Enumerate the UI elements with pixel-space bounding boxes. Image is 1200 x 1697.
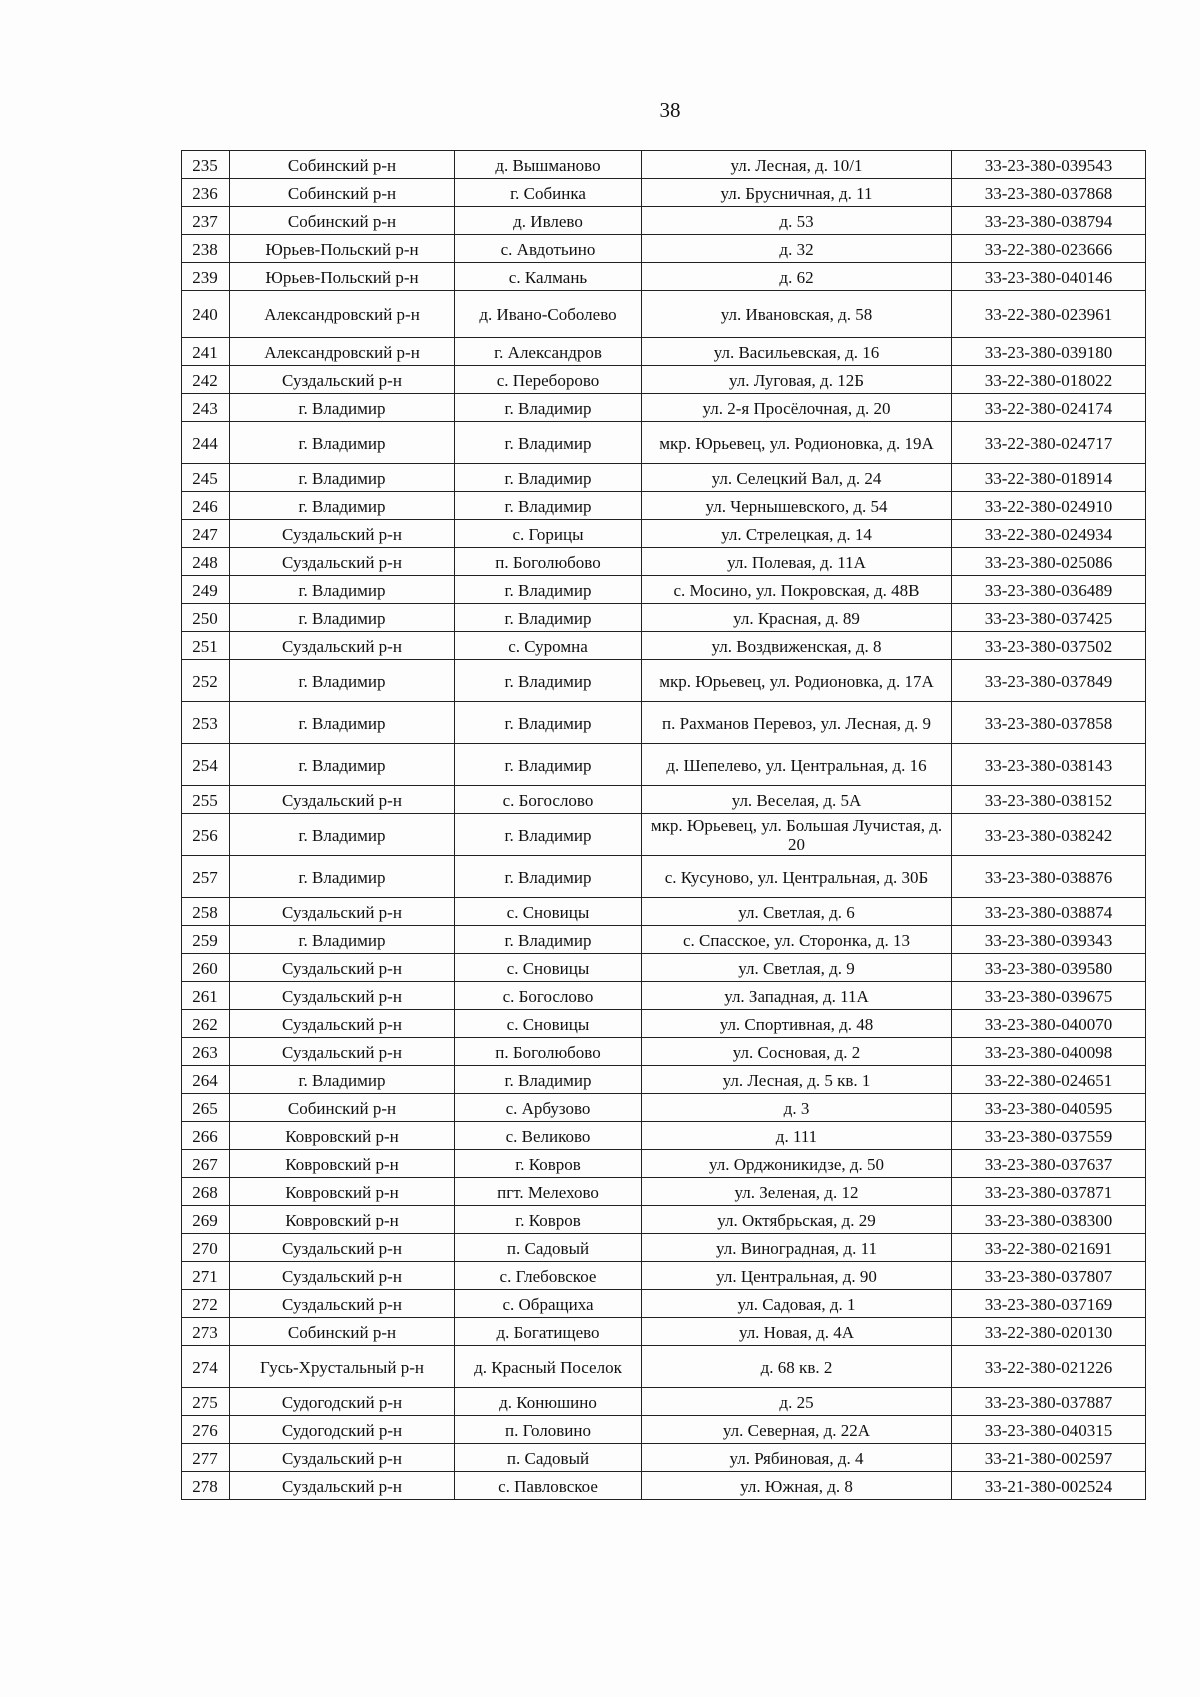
district-cell: Суздальский р-н — [230, 1444, 455, 1472]
cadastral-code-cell: 33-23-380-037169 — [952, 1290, 1146, 1318]
address-cell: с. Спасское, ул. Сторонка, д. 13 — [642, 926, 952, 954]
settlement-cell: г. Владимир — [455, 492, 642, 520]
row-number-cell: 263 — [182, 1038, 230, 1066]
address-cell: мкр. Юрьевец, ул. Большая Лучистая, д. 20 — [642, 814, 952, 856]
settlement-cell: д. Ивано-Соболево — [455, 291, 642, 338]
row-number-cell: 255 — [182, 786, 230, 814]
settlement-cell: с. Обращиха — [455, 1290, 642, 1318]
settlement-cell: с. Арбузово — [455, 1094, 642, 1122]
address-cell: д. 3 — [642, 1094, 952, 1122]
table-row — [182, 366, 1146, 394]
table-row — [182, 1150, 1146, 1178]
cadastral-code-cell: 33-22-380-021691 — [952, 1234, 1146, 1262]
settlement-cell: г. Владимир — [455, 660, 642, 702]
settlement-cell: д. Вышманово — [455, 151, 642, 179]
district-cell: г. Владимир — [230, 856, 455, 898]
table-row — [182, 179, 1146, 207]
district-cell: г. Владимир — [230, 492, 455, 520]
address-cell: д. 53 — [642, 207, 952, 235]
district-cell: Суздальский р-н — [230, 1472, 455, 1500]
table-row — [182, 702, 1146, 744]
row-number-cell: 277 — [182, 1444, 230, 1472]
address-cell: д. 68 кв. 2 — [642, 1346, 952, 1388]
settlement-cell: г. Владимир — [455, 814, 642, 856]
settlement-cell: г. Владимир — [455, 744, 642, 786]
cadastral-code-cell: 33-23-380-040146 — [952, 263, 1146, 291]
table-row — [182, 898, 1146, 926]
cadastral-code-cell: 33-23-380-038300 — [952, 1206, 1146, 1234]
cadastral-code-cell: 33-23-380-039580 — [952, 954, 1146, 982]
row-number-cell: 266 — [182, 1122, 230, 1150]
settlement-cell: г. Владимир — [455, 926, 642, 954]
settlement-cell: п. Боголюбово — [455, 548, 642, 576]
cadastral-code-cell: 33-23-380-037858 — [952, 702, 1146, 744]
settlement-cell: с. Глебовское — [455, 1262, 642, 1290]
district-cell: Собинский р-н — [230, 1318, 455, 1346]
cadastral-code-cell: 33-23-380-037887 — [952, 1388, 1146, 1416]
table-row — [182, 520, 1146, 548]
settlement-cell: с. Сновицы — [455, 898, 642, 926]
table-row — [182, 954, 1146, 982]
cadastral-code-cell: 33-23-380-040595 — [952, 1094, 1146, 1122]
row-number-cell: 244 — [182, 422, 230, 464]
address-cell: ул. Октябрьская, д. 29 — [642, 1206, 952, 1234]
address-cell: ул. Южная, д. 8 — [642, 1472, 952, 1500]
table-row — [182, 1318, 1146, 1346]
district-cell: г. Владимир — [230, 394, 455, 422]
row-number-cell: 243 — [182, 394, 230, 422]
district-cell: г. Владимир — [230, 660, 455, 702]
cadastral-code-cell: 33-23-380-039343 — [952, 926, 1146, 954]
settlement-cell: п. Садовый — [455, 1234, 642, 1262]
cadastral-code-cell: 33-23-380-037849 — [952, 660, 1146, 702]
address-cell: ул. Северная, д. 22А — [642, 1416, 952, 1444]
table-row — [182, 744, 1146, 786]
cadastral-code-cell: 33-23-380-040315 — [952, 1416, 1146, 1444]
settlement-cell: г. Ковров — [455, 1150, 642, 1178]
cadastral-code-cell: 33-23-380-036489 — [952, 576, 1146, 604]
cadastral-code-cell: 33-23-380-039675 — [952, 982, 1146, 1010]
address-cell: ул. Светлая, д. 6 — [642, 898, 952, 926]
district-cell: Суздальский р-н — [230, 1290, 455, 1318]
table-row — [182, 660, 1146, 702]
settlement-cell: с. Великово — [455, 1122, 642, 1150]
table-row — [182, 786, 1146, 814]
row-number-cell: 235 — [182, 151, 230, 179]
table-row — [182, 464, 1146, 492]
district-cell: г. Владимир — [230, 1066, 455, 1094]
cadastral-code-cell: 33-23-380-037425 — [952, 604, 1146, 632]
address-cell: ул. Лесная, д. 5 кв. 1 — [642, 1066, 952, 1094]
row-number-cell: 274 — [182, 1346, 230, 1388]
row-number-cell: 238 — [182, 235, 230, 263]
table-row — [182, 856, 1146, 898]
cadastral-code-cell: 33-21-380-002524 — [952, 1472, 1146, 1500]
cadastral-code-cell: 33-23-380-038242 — [952, 814, 1146, 856]
table-row — [182, 1178, 1146, 1206]
district-cell: Собинский р-н — [230, 207, 455, 235]
cadastral-code-cell: 33-22-380-020130 — [952, 1318, 1146, 1346]
table-row — [182, 1472, 1146, 1500]
settlement-cell: д. Конюшино — [455, 1388, 642, 1416]
table-row — [182, 394, 1146, 422]
table-row — [182, 576, 1146, 604]
address-cell: ул. Стрелецкая, д. 14 — [642, 520, 952, 548]
table-row — [182, 926, 1146, 954]
address-cell: ул. Светлая, д. 9 — [642, 954, 952, 982]
row-number-cell: 257 — [182, 856, 230, 898]
district-cell: Юрьев-Польский р-н — [230, 235, 455, 263]
district-cell: Суздальский р-н — [230, 1234, 455, 1262]
registry-table-body — [182, 151, 1146, 1500]
district-cell: Александровский р-н — [230, 338, 455, 366]
table-row — [182, 422, 1146, 464]
cadastral-code-cell: 33-22-380-023961 — [952, 291, 1146, 338]
settlement-cell: с. Богослово — [455, 982, 642, 1010]
address-cell: ул. Васильевская, д. 16 — [642, 338, 952, 366]
address-cell: д. 32 — [642, 235, 952, 263]
address-cell: п. Рахманов Перевоз, ул. Лесная, д. 9 — [642, 702, 952, 744]
district-cell: Юрьев-Польский р-н — [230, 263, 455, 291]
row-number-cell: 278 — [182, 1472, 230, 1500]
address-cell: ул. Лесная, д. 10/1 — [642, 151, 952, 179]
address-cell: ул. Брусничная, д. 11 — [642, 179, 952, 207]
address-cell: ул. Полевая, д. 11А — [642, 548, 952, 576]
cadastral-code-cell: 33-23-380-040070 — [952, 1010, 1146, 1038]
district-cell: Суздальский р-н — [230, 982, 455, 1010]
row-number-cell: 270 — [182, 1234, 230, 1262]
row-number-cell: 246 — [182, 492, 230, 520]
settlement-cell: г. Владимир — [455, 604, 642, 632]
district-cell: Александровский р-н — [230, 291, 455, 338]
table-row — [182, 235, 1146, 263]
address-cell: ул. Западная, д. 11А — [642, 982, 952, 1010]
row-number-cell: 251 — [182, 632, 230, 660]
row-number-cell: 265 — [182, 1094, 230, 1122]
table-row — [182, 291, 1146, 338]
row-number-cell: 272 — [182, 1290, 230, 1318]
address-cell: ул. Центральная, д. 90 — [642, 1262, 952, 1290]
table-row — [182, 1416, 1146, 1444]
address-cell: ул. Воздвиженская, д. 8 — [642, 632, 952, 660]
settlement-cell: д. Богатищево — [455, 1318, 642, 1346]
row-number-cell: 258 — [182, 898, 230, 926]
address-cell: ул. Зеленая, д. 12 — [642, 1178, 952, 1206]
address-cell: мкр. Юрьевец, ул. Родионовка, д. 17А — [642, 660, 952, 702]
cadastral-code-cell: 33-23-380-040098 — [952, 1038, 1146, 1066]
cadastral-code-cell: 33-22-380-023666 — [952, 235, 1146, 263]
district-cell: Собинский р-н — [230, 1094, 455, 1122]
settlement-cell: г. Владимир — [455, 702, 642, 744]
district-cell: г. Владимир — [230, 926, 455, 954]
table-row — [182, 1388, 1146, 1416]
settlement-cell: п. Садовый — [455, 1444, 642, 1472]
row-number-cell: 259 — [182, 926, 230, 954]
table-row — [182, 207, 1146, 235]
row-number-cell: 276 — [182, 1416, 230, 1444]
settlement-cell: с. Сновицы — [455, 1010, 642, 1038]
address-cell: с. Мосино, ул. Покровская, д. 48В — [642, 576, 952, 604]
district-cell: г. Владимир — [230, 744, 455, 786]
cadastral-code-cell: 33-23-380-038876 — [952, 856, 1146, 898]
address-cell: д. 111 — [642, 1122, 952, 1150]
cadastral-code-cell: 33-23-380-037871 — [952, 1178, 1146, 1206]
district-cell: г. Владимир — [230, 422, 455, 464]
table-row — [182, 1206, 1146, 1234]
cadastral-code-cell: 33-22-380-018914 — [952, 464, 1146, 492]
settlement-cell: д. Ивлево — [455, 207, 642, 235]
settlement-cell: г. Владимир — [455, 394, 642, 422]
table-row — [182, 492, 1146, 520]
district-cell: г. Владимир — [230, 576, 455, 604]
cadastral-code-cell: 33-23-380-039180 — [952, 338, 1146, 366]
row-number-cell: 254 — [182, 744, 230, 786]
row-number-cell: 245 — [182, 464, 230, 492]
cadastral-code-cell: 33-23-380-039543 — [952, 151, 1146, 179]
table-row — [182, 263, 1146, 291]
page-number: 38 — [659, 98, 681, 122]
district-cell: Суздальский р-н — [230, 1038, 455, 1066]
address-cell: ул. Ивановская, д. 58 — [642, 291, 952, 338]
row-number-cell: 252 — [182, 660, 230, 702]
district-cell: Собинский р-н — [230, 151, 455, 179]
table-row — [182, 151, 1146, 179]
district-cell: Суздальский р-н — [230, 786, 455, 814]
address-cell: ул. Селецкий Вал, д. 24 — [642, 464, 952, 492]
cadastral-code-cell: 33-23-380-037637 — [952, 1150, 1146, 1178]
table-row — [182, 1444, 1146, 1472]
cadastral-code-cell: 33-22-380-018022 — [952, 366, 1146, 394]
row-number-cell: 248 — [182, 548, 230, 576]
row-number-cell: 275 — [182, 1388, 230, 1416]
cadastral-code-cell: 33-23-380-038152 — [952, 786, 1146, 814]
settlement-cell: с. Богослово — [455, 786, 642, 814]
cadastral-code-cell: 33-23-380-025086 — [952, 548, 1146, 576]
table-row — [182, 1262, 1146, 1290]
address-cell: ул. Веселая, д. 5А — [642, 786, 952, 814]
address-cell: ул. Красная, д. 89 — [642, 604, 952, 632]
cadastral-code-cell: 33-23-380-037502 — [952, 632, 1146, 660]
cadastral-code-cell: 33-22-380-024910 — [952, 492, 1146, 520]
cadastral-code-cell: 33-23-380-037868 — [952, 179, 1146, 207]
settlement-cell: с. Горицы — [455, 520, 642, 548]
row-number-cell: 240 — [182, 291, 230, 338]
address-cell: ул. Рябиновая, д. 4 — [642, 1444, 952, 1472]
district-cell: г. Владимир — [230, 604, 455, 632]
district-cell: Ковровский р-н — [230, 1150, 455, 1178]
row-number-cell: 256 — [182, 814, 230, 856]
settlement-cell: с. Переборово — [455, 366, 642, 394]
district-cell: Судогодский р-н — [230, 1388, 455, 1416]
row-number-cell: 260 — [182, 954, 230, 982]
cadastral-code-cell: 33-23-380-037559 — [952, 1122, 1146, 1150]
address-cell: мкр. Юрьевец, ул. Родионовка, д. 19А — [642, 422, 952, 464]
district-cell: Суздальский р-н — [230, 1262, 455, 1290]
settlement-cell: п. Боголюбово — [455, 1038, 642, 1066]
row-number-cell: 268 — [182, 1178, 230, 1206]
row-number-cell: 250 — [182, 604, 230, 632]
row-number-cell: 237 — [182, 207, 230, 235]
address-cell: ул. Сосновая, д. 2 — [642, 1038, 952, 1066]
district-cell: Судогодский р-н — [230, 1416, 455, 1444]
settlement-cell: с. Павловское — [455, 1472, 642, 1500]
settlement-cell: с. Сновицы — [455, 954, 642, 982]
district-cell: г. Владимир — [230, 814, 455, 856]
table-row — [182, 548, 1146, 576]
table-row — [182, 1122, 1146, 1150]
table-row — [182, 1038, 1146, 1066]
district-cell: Ковровский р-н — [230, 1178, 455, 1206]
cadastral-code-cell: 33-23-380-038794 — [952, 207, 1146, 235]
row-number-cell: 271 — [182, 1262, 230, 1290]
row-number-cell: 241 — [182, 338, 230, 366]
settlement-cell: г. Владимир — [455, 576, 642, 604]
row-number-cell: 264 — [182, 1066, 230, 1094]
row-number-cell: 267 — [182, 1150, 230, 1178]
district-cell: Суздальский р-н — [230, 632, 455, 660]
table-row — [182, 632, 1146, 660]
cadastral-code-cell: 33-22-380-024651 — [952, 1066, 1146, 1094]
address-cell: д. Шепелево, ул. Центральная, д. 16 — [642, 744, 952, 786]
settlement-cell: г. Владимир — [455, 422, 642, 464]
table-row — [182, 982, 1146, 1010]
table-row — [182, 1010, 1146, 1038]
row-number-cell: 269 — [182, 1206, 230, 1234]
row-number-cell: 242 — [182, 366, 230, 394]
district-cell: Суздальский р-н — [230, 898, 455, 926]
table-row — [182, 1094, 1146, 1122]
settlement-cell: с. Суромна — [455, 632, 642, 660]
settlement-cell: д. Красный Поселок — [455, 1346, 642, 1388]
district-cell: Суздальский р-н — [230, 548, 455, 576]
table-row — [182, 1066, 1146, 1094]
table-row — [182, 814, 1146, 856]
district-cell: Собинский р-н — [230, 179, 455, 207]
district-cell: Суздальский р-н — [230, 520, 455, 548]
settlement-cell: с. Авдотьино — [455, 235, 642, 263]
table-row — [182, 1346, 1146, 1388]
address-cell: ул. 2-я Просёлочная, д. 20 — [642, 394, 952, 422]
settlement-cell: г. Владимир — [455, 856, 642, 898]
cadastral-code-cell: 33-23-380-038143 — [952, 744, 1146, 786]
settlement-cell: г. Ковров — [455, 1206, 642, 1234]
district-cell: Суздальский р-н — [230, 954, 455, 982]
district-cell: Гусь-Хрустальный р-н — [230, 1346, 455, 1388]
district-cell: Ковровский р-н — [230, 1206, 455, 1234]
settlement-cell: г. Владимир — [455, 1066, 642, 1094]
address-cell: с. Кусуново, ул. Центральная, д. 30Б — [642, 856, 952, 898]
settlement-cell: г. Владимир — [455, 464, 642, 492]
cadastral-code-cell: 33-23-380-038874 — [952, 898, 1146, 926]
registry-table — [181, 150, 1146, 1500]
settlement-cell: пгт. Мелехово — [455, 1178, 642, 1206]
row-number-cell: 236 — [182, 179, 230, 207]
table-row — [182, 1234, 1146, 1262]
address-cell: д. 25 — [642, 1388, 952, 1416]
table-row — [182, 1290, 1146, 1318]
row-number-cell: 249 — [182, 576, 230, 604]
row-number-cell: 239 — [182, 263, 230, 291]
cadastral-code-cell: 33-22-380-021226 — [952, 1346, 1146, 1388]
row-number-cell: 247 — [182, 520, 230, 548]
table-row — [182, 604, 1146, 632]
district-cell: г. Владимир — [230, 464, 455, 492]
district-cell: Суздальский р-н — [230, 366, 455, 394]
cadastral-code-cell: 33-21-380-002597 — [952, 1444, 1146, 1472]
cadastral-code-cell: 33-23-380-037807 — [952, 1262, 1146, 1290]
row-number-cell: 253 — [182, 702, 230, 744]
settlement-cell: г. Александров — [455, 338, 642, 366]
row-number-cell: 261 — [182, 982, 230, 1010]
settlement-cell: с. Калмань — [455, 263, 642, 291]
row-number-cell: 273 — [182, 1318, 230, 1346]
address-cell: ул. Новая, д. 4А — [642, 1318, 952, 1346]
table-row — [182, 338, 1146, 366]
district-cell: Ковровский р-н — [230, 1122, 455, 1150]
district-cell: г. Владимир — [230, 702, 455, 744]
address-cell: ул. Садовая, д. 1 — [642, 1290, 952, 1318]
cadastral-code-cell: 33-22-380-024934 — [952, 520, 1146, 548]
address-cell: ул. Виноградная, д. 11 — [642, 1234, 952, 1262]
address-cell: ул. Луговая, д. 12Б — [642, 366, 952, 394]
address-cell: ул. Спортивная, д. 48 — [642, 1010, 952, 1038]
settlement-cell: г. Собинка — [455, 179, 642, 207]
row-number-cell: 262 — [182, 1010, 230, 1038]
address-cell: ул. Орджоникидзе, д. 50 — [642, 1150, 952, 1178]
district-cell: Суздальский р-н — [230, 1010, 455, 1038]
address-cell: ул. Чернышевского, д. 54 — [642, 492, 952, 520]
settlement-cell: п. Головино — [455, 1416, 642, 1444]
address-cell: д. 62 — [642, 263, 952, 291]
cadastral-code-cell: 33-22-380-024717 — [952, 422, 1146, 464]
cadastral-code-cell: 33-22-380-024174 — [952, 394, 1146, 422]
